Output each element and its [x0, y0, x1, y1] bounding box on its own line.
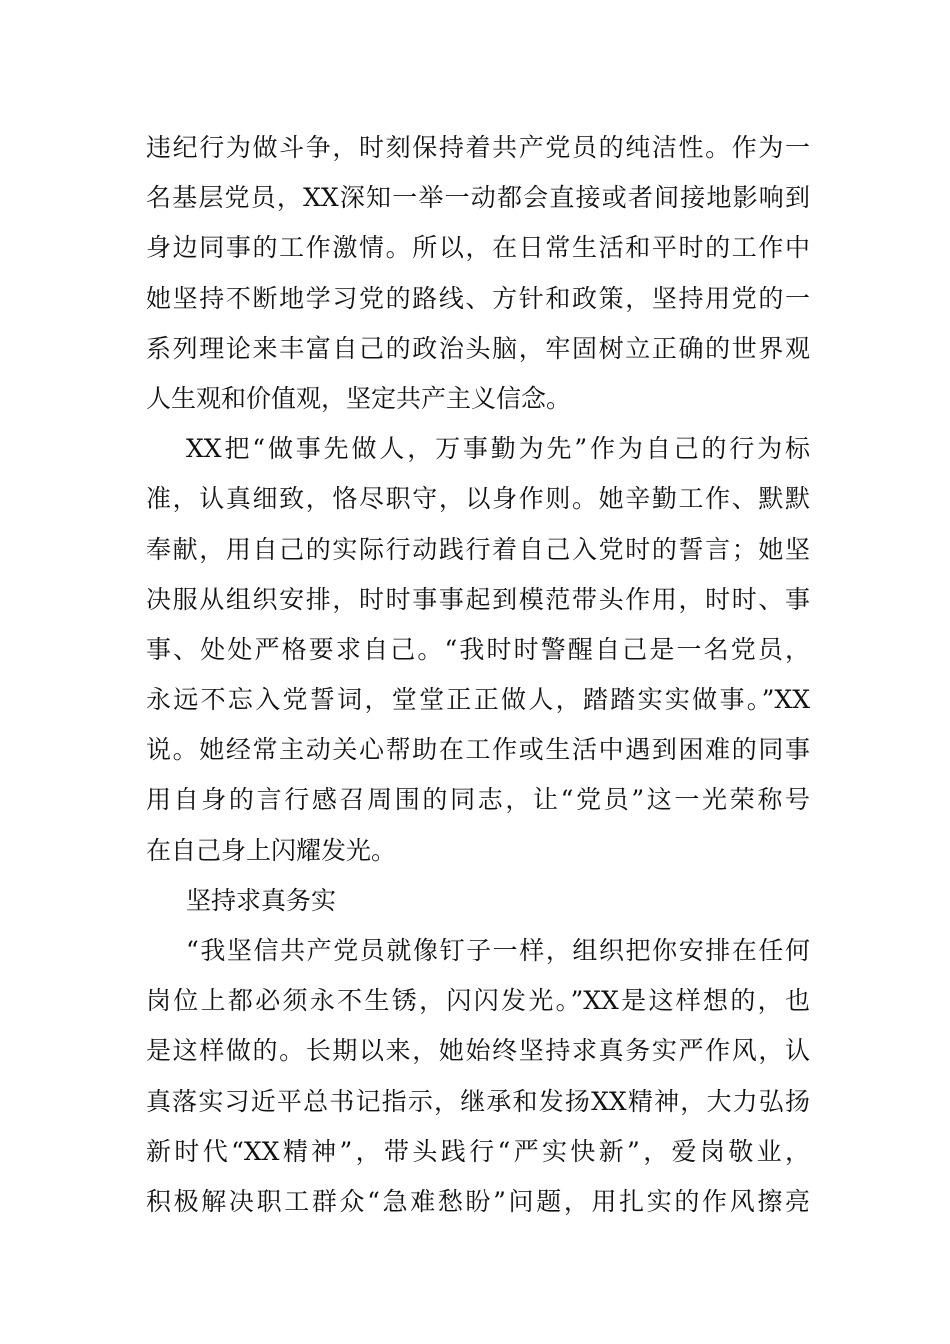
- paragraph-1-line-1: 违纪行为做斗争，时刻保持着共产党员的纯洁性。作为一: [146, 133, 810, 162]
- paragraph-3-line-5: 新时代“XX精神”，带头践行“严实快新”，爱岗敬业，: [146, 1136, 810, 1166]
- paragraph-2-line-5: 事、处处严格要求自己。“我时时警醒自己是一名党员，: [146, 634, 810, 664]
- paragraph-3-line-3: 是这样做的。长期以来，她始终坚持求真务实严作风，认: [146, 1036, 810, 1066]
- body-text: [146, 123, 810, 1227]
- paragraph-2-line-6: 永远不忘入党誓词，堂堂正正做人，踏踏实实做事。”XX: [146, 685, 810, 715]
- paragraph-3-line-2: 岗位上都必须永不生锈，闪闪发光。”XX是这样想的，也: [146, 986, 810, 1016]
- paragraph-3-line-4: 真落实习近平总书记指示，继承和发扬XX精神，大力弘扬: [146, 1086, 810, 1116]
- paragraph-1-line-4: 她坚持不断地学习党的路线、方针和政策，坚持用党的一: [146, 283, 810, 313]
- paragraph-3-line-1: “我坚信共产党员就像钉子一样，组织把你安排在任何: [186, 936, 810, 965]
- paragraph-2-line-3: 奉献，用自己的实际行动践行着自己入党时的誓言；她坚: [146, 534, 810, 564]
- paragraph-1-line-3: 身边同事的工作激情。所以，在日常生活和平时的工作中: [146, 233, 810, 263]
- paragraph-2-line-8: 用自身的言行感召周围的同志，让“党员”这一光荣称号: [146, 785, 810, 815]
- paragraph-2-line-7: 说。她经常主动关心帮助在工作或生活中遇到困难的同事: [146, 735, 810, 765]
- section-heading: 坚持求真务实: [186, 885, 337, 915]
- paragraph-2-line-2: 准，认真细致，恪尽职守，以身作则。她辛勤工作、默默: [146, 484, 810, 514]
- paragraph-2-line-9: 在自己身上闪耀发光。: [146, 835, 397, 865]
- paragraph-2-line-1: XX把“做事先做人，万事勤为先”作为自己的行为标: [186, 434, 810, 464]
- paragraph-1-line-5: 系列理论来丰富自己的政治头脑，牢固树立正确的世界观: [146, 333, 810, 363]
- paragraph-1-line-6: 人生观和价值观，坚定共产主义信念。: [146, 383, 572, 413]
- paragraph-1-line-2: 名基层党员，XX深知一举一动都会直接或者间接地影响到: [146, 183, 810, 213]
- paragraph-2-line-4: 决服从组织安排，时时事事起到模范带头作用，时时、事: [146, 584, 810, 614]
- paragraph-3-line-6: 积极解决职工群众“急难愁盼”问题，用扎实的作风擦亮: [146, 1186, 810, 1216]
